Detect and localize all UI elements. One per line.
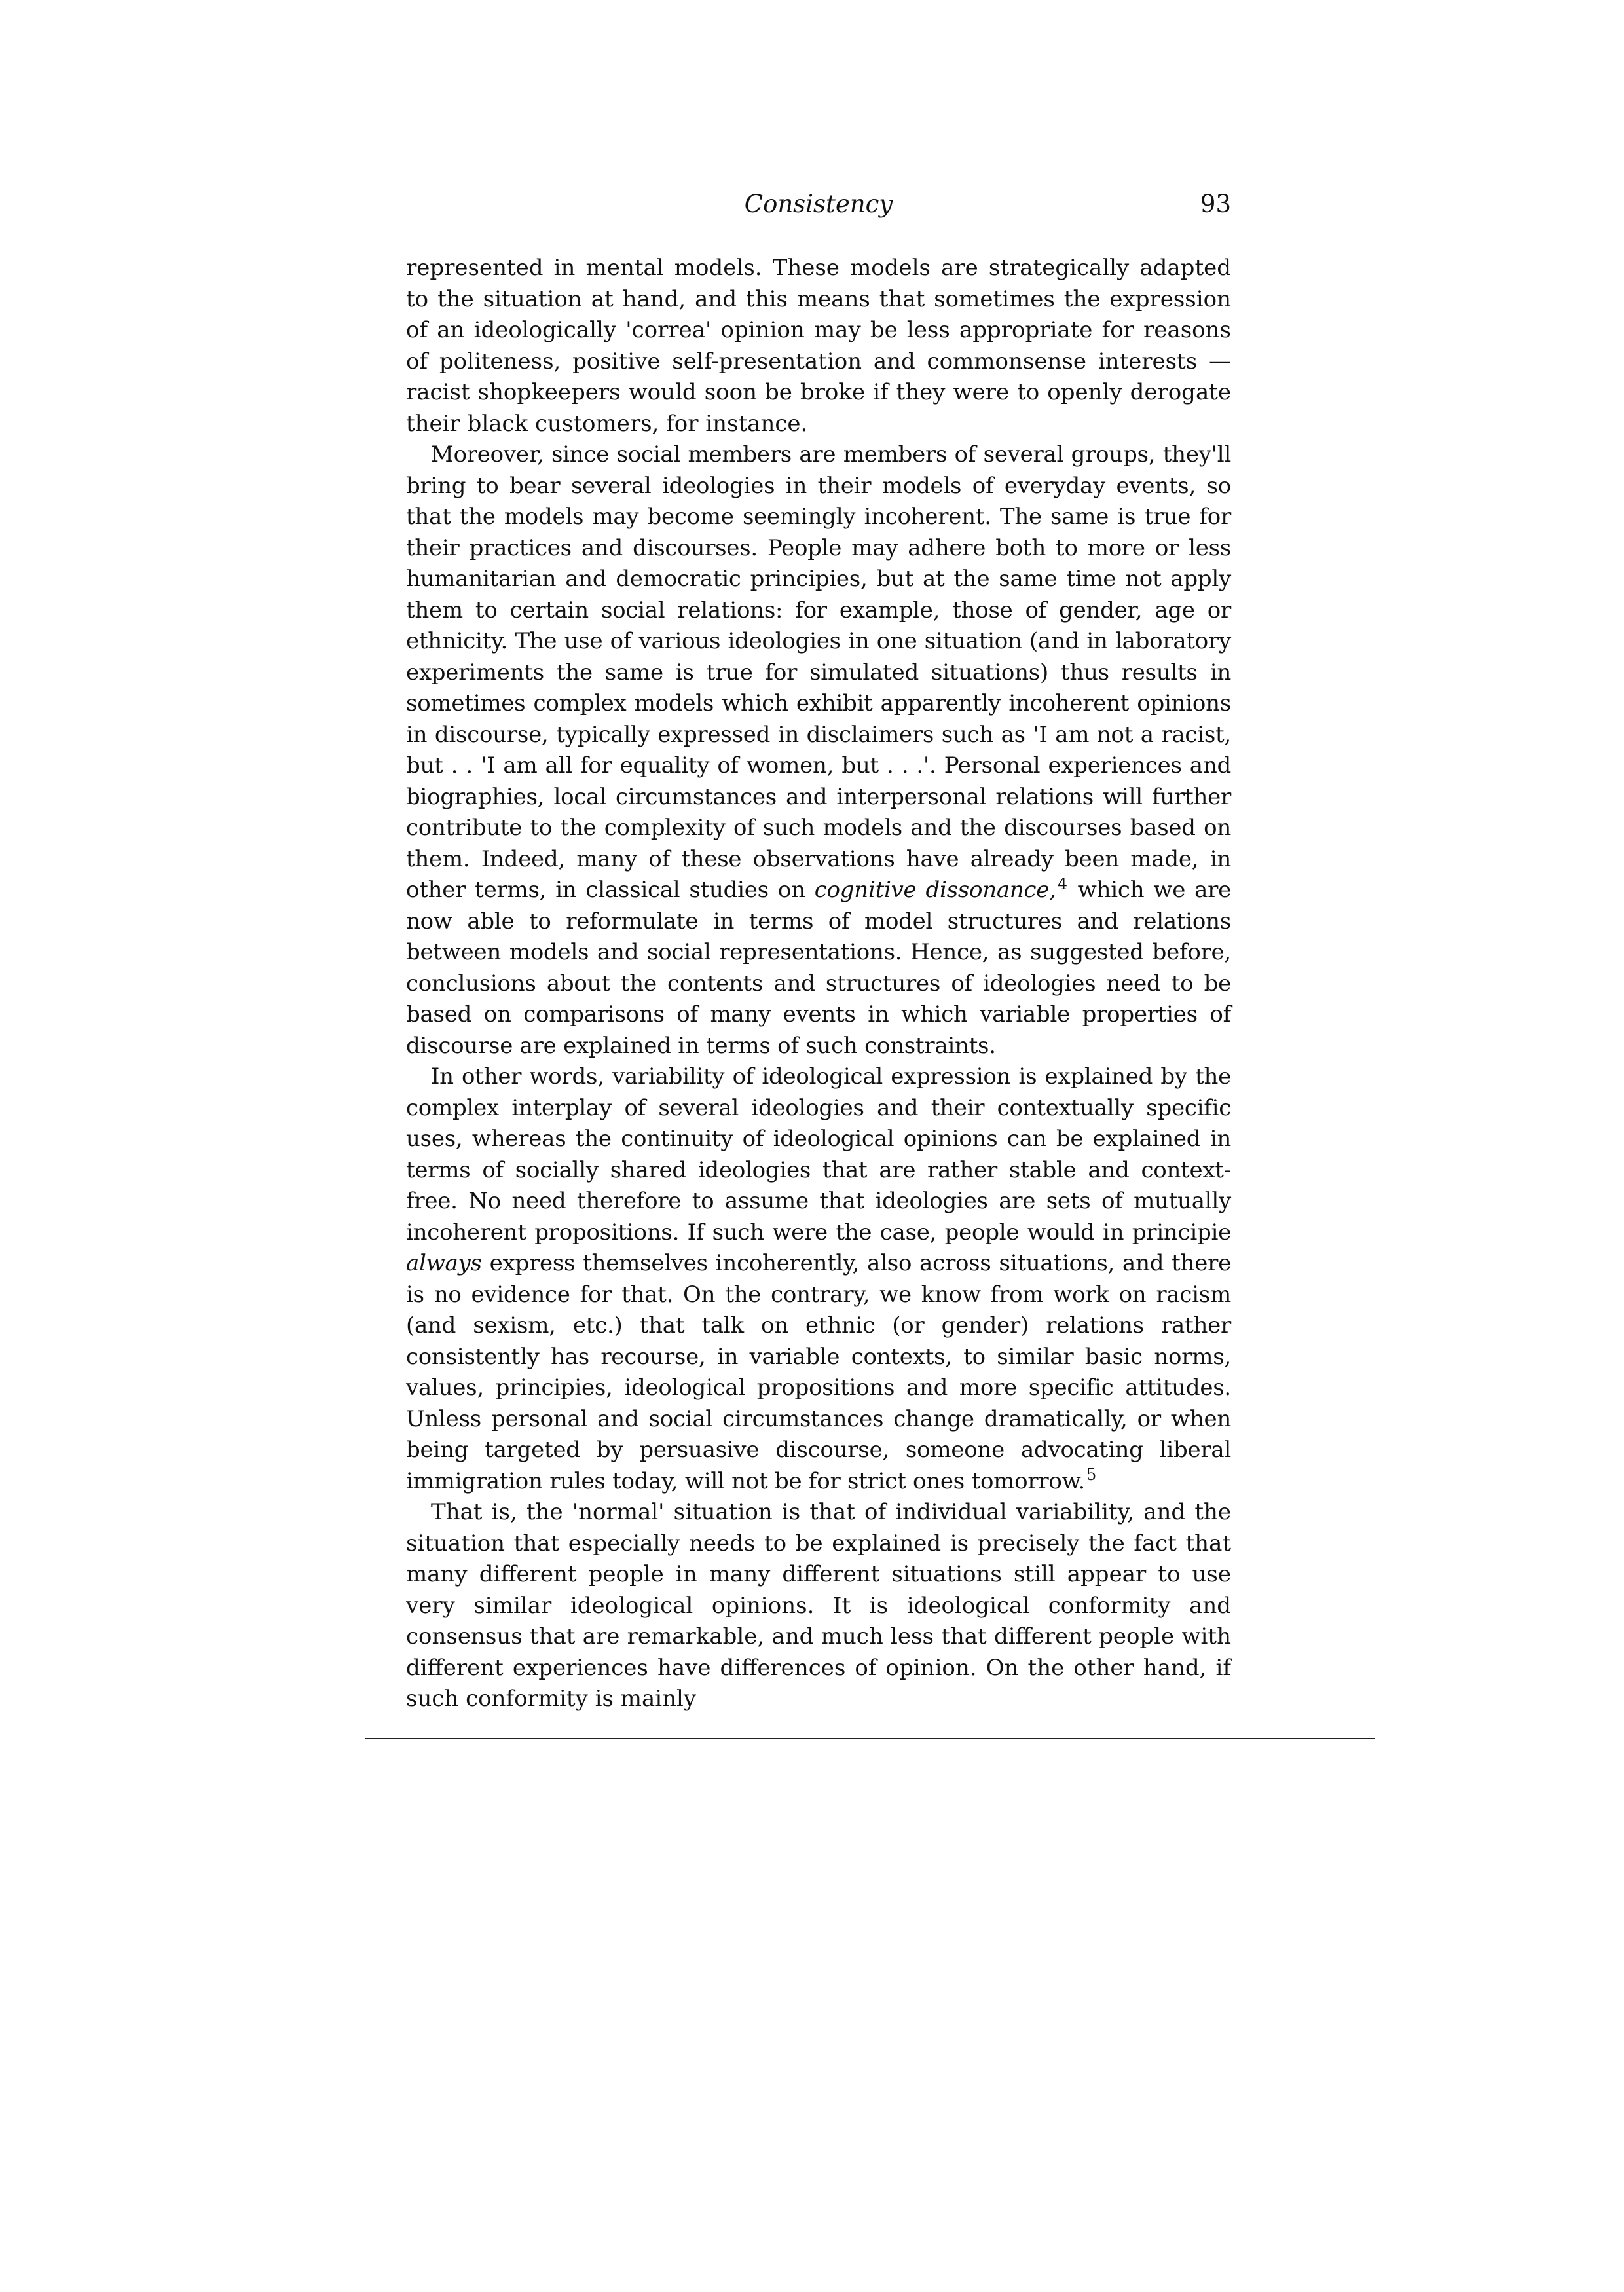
- paragraph-2: [406, 439, 1231, 1062]
- paragraph-2-text-b: which we are now able to reformulate in terms of model structures and relations between models and social representations. Hence, as suggested before, conclusions about the contents and structures of ideologies need to be based on comparisons of many events in which variable properties of discourse are explained in terms of such constraints.: [406, 877, 1231, 1059]
- footnote-marker-5: 5: [1086, 1466, 1097, 1485]
- italic-term-always: always: [406, 1250, 482, 1276]
- page-number: 93: [1200, 190, 1231, 218]
- running-head: [406, 190, 1231, 229]
- italic-term-cognitive-dissonance: cognitive dissonance,: [814, 877, 1056, 903]
- paragraph-2-text-a: Moreover, since social members are members of several groups, they'll bring to bear several ideologies in their models of everyday events, so that the models may become seemingly incoherent. The same is true for their practices and discourses. People may adhere both to more or less humanitarian and democratic principies, but at the same time not apply them to certain social relations: for example, those of gender, age or ethnicity. The use of various ideologies in one situation (and in laboratory experiments the same is true for simulated situations) thus results in sometimes complex models which exhibit apparently incoherent opinions in discourse, typically expressed in disclaimers such as 'I am not a racist, but . . 'I am all for equality of women, but . . .'. Personal experiences and biographies, local circumstances and interpersonal relations will further contribute to the complexity of such models and the discourses based on them. Indeed, many of these observations have already been made, in other terms, in classical studies on: [406, 441, 1231, 903]
- paragraph-4: That is, the 'normal' situation is that of individual variability, and the situation that especially needs to be explained is precisely the fact that many different people in many different situations still appear to use very similar ideological opinions. It is ideological conformity and consensus that are remarkable, and much less that different people with different experiences have differences of opinion. On the other hand, if such conformity is mainly: [406, 1499, 1231, 1712]
- paragraph-3-text-a: In other words, variability of ideological expression is explained by the complex interplay of several ideologies and their contextually specific uses, whereas the continuity of ideological opinions can be explained in terms of socially shared ideologies that are rather stable and context-free. No need therefore to assume that ideologies are sets of mutually incoherent propositions. If such were the case, people would in principie: [406, 1063, 1231, 1246]
- bottom-rule: [365, 1738, 1375, 1739]
- footnote-marker-4: 4: [1057, 874, 1067, 893]
- body-text: [406, 253, 1231, 1715]
- running-title: Consistency: [744, 190, 893, 218]
- paragraph-3: [406, 1062, 1231, 1497]
- paragraph-3-text-b: express themselves incoherently, also across situations, and there is no evidence for that. On the contrary, we know from work on racism (and sexism, etc.) that talk on ethnic (or gender) relations rather consistently has recourse, in variable contexts, to similar basic norms, values, principies, ideological propositions and more specific attitudes. Unless personal and social circumstances change dramatically, or when being targeted by persuasive discourse, someone advocating liberal immigration rules today, will not be for strict ones tomorrow.: [406, 1250, 1231, 1494]
- paragraph-1: represented in mental models. These models are strategically adapted to the situation at hand, and this means that sometimes the expression of an ideologically 'correa' opinion may be less appropriate for reasons of politeness, positive self-presentation and commonsense interests — racist shopkeepers would soon be broke if they were to openly derogate their black customers, for instance.: [406, 255, 1231, 437]
